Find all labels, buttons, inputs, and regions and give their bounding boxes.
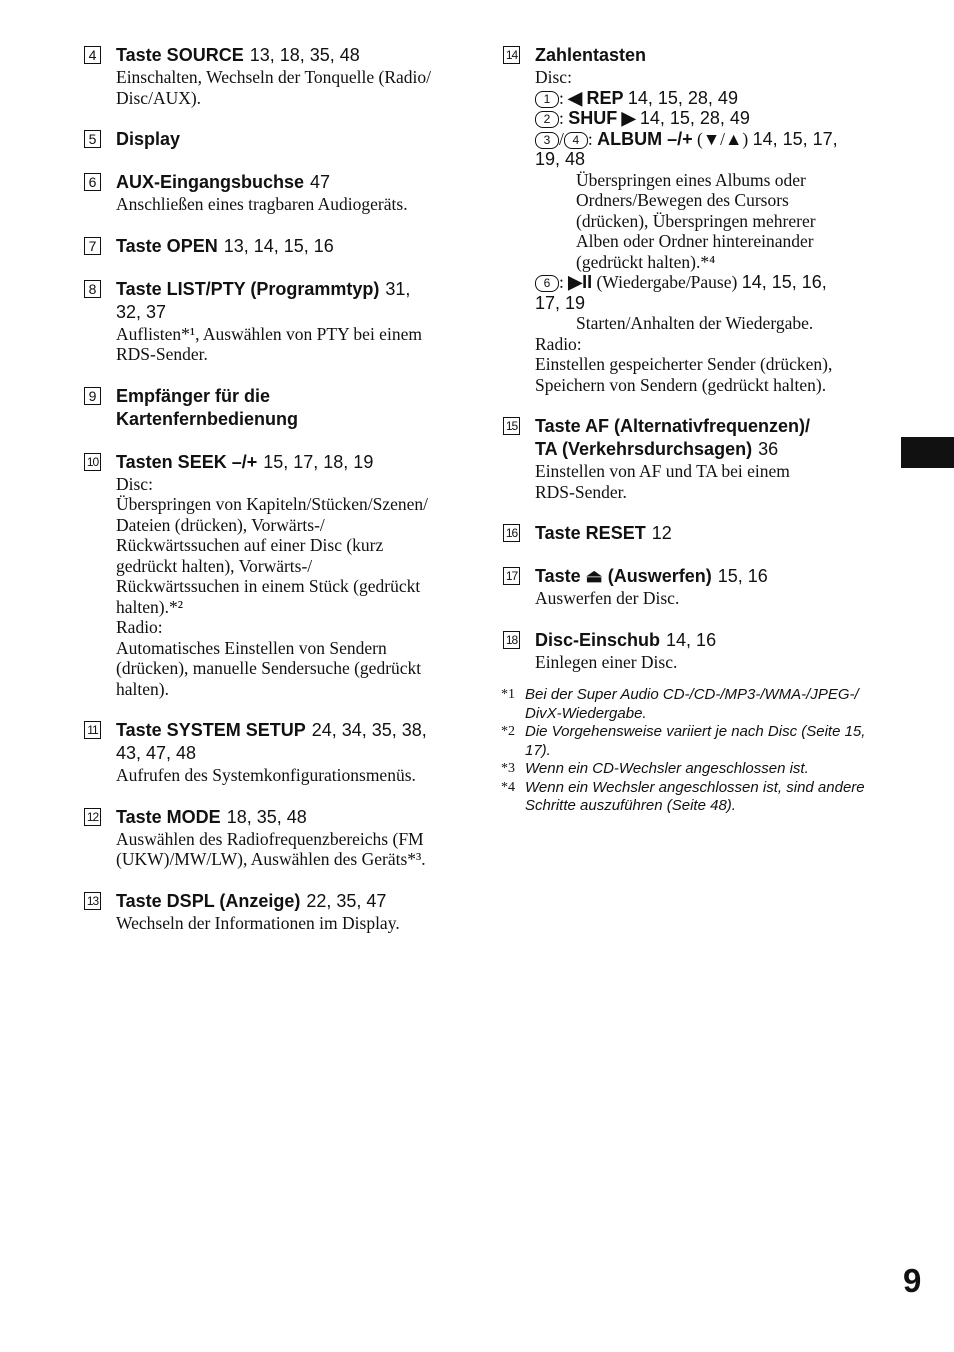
item-heading [116,890,484,913]
key-4-circle: 4 [564,132,588,149]
disc-label: Disc: [535,67,572,87]
down-up-arrows-icon: (▼/▲) [697,128,749,149]
item-heading [116,128,484,151]
album-pages: 14, 15, 17, [752,128,838,149]
item-heading [116,806,484,829]
item-desc-line: Überspringen von Kapiteln/Stücken/Szenen/ [116,494,429,514]
item-12 [84,806,484,870]
album-desc-line: (drücken), Überspringen mehrerer [576,210,816,231]
right-column [503,44,893,816]
item-title: Tasten SEEK –/+ [116,451,258,472]
item-desc-line: Einlegen einer Disc. [535,651,678,672]
key-2-line: 2 : SHUF ▶ 14, 15, 28, 49 [535,108,893,129]
footnote-mark: *2 [501,724,515,739]
item-pages: 36 [758,439,779,459]
item-number-box: 11 [84,721,101,739]
item-heading [116,235,484,258]
item-desc-line: halten).*² [116,596,183,617]
item-heading-continued [535,438,893,461]
item-pages: 14, 16 [666,629,717,650]
item-pages: 22, 35, 47 [306,890,387,911]
shuf-label: SHUF [568,108,618,128]
item-number-box: 8 [84,280,101,298]
item-desc-line: Anschließen eines tragbaren Audiogeräts. [116,194,408,214]
item-title: Taste AF (Alternativfrequenzen)/ [535,416,811,436]
item-pages: 18, 35, 48 [226,806,307,827]
item-title-continued: Kartenfernbedienung [116,408,299,429]
footnote-mark: *4 [501,779,515,795]
radio-label: Radio: [535,333,582,354]
album-desc-line: (gedrückt halten).*⁴ [576,251,716,272]
item-pages: 12 [651,523,672,543]
item-title: Taste DSPL (Anzeige) [116,890,301,911]
item-desc-line: (UKW)/MW/LW), Auswählen des Geräts*³. [116,849,426,869]
album-pages-continued: 19, 48 [535,149,586,169]
item-pages: 47 [310,172,331,192]
key-3-4-line: 3 / 4 : ALBUM –/+ (▼/▲) 14, 15, 17, [535,129,893,150]
item-pages-continued: 43, 47, 48 [116,743,197,763]
item-4 [84,44,484,108]
item-title: Taste OPEN [116,235,218,256]
item-heading [535,522,893,545]
key-1-line: 1 : ◀ REP 14, 15, 28, 49 [535,88,893,109]
item-desc-line: Wechseln der Informationen im Display. [116,912,400,933]
album-desc-line: Ordners/Bewegen des Cursors [576,190,789,210]
shuf-forward-icon: ▶ [621,108,636,128]
item-number-box: 15 [503,417,520,435]
item-10 [84,451,484,700]
footnote [503,686,893,723]
item-title: Taste SOURCE [116,45,244,65]
album-label: ALBUM –/+ [597,128,693,149]
footnote [503,723,893,760]
item-number-box: 7 [84,237,101,255]
item-number-box: 4 [84,46,101,64]
item-heading [116,171,484,194]
rep-pages: 14, 15, 28, 49 [627,87,738,108]
item-5 [84,128,484,151]
album-desc-line: Überspringen eines Albums oder [576,169,806,190]
footnote-line: Schritte auszuführen (Seite 48). [525,797,736,814]
item-number-box: 18 [503,631,520,649]
item-pages: 13, 18, 35, 48 [249,45,360,65]
item-number-box: 13 [84,892,101,910]
key-6-circle: 6 [535,275,559,292]
item-desc-line: Rückwärtssuchen in einem Stück (gedrückt [116,576,421,596]
item-heading [535,415,893,438]
section-tab-marker [901,437,954,468]
footnote-mark: *3 [501,761,515,776]
key-2-circle: 2 [535,111,559,128]
item-pages: 13, 14, 15, 16 [223,235,334,256]
item-desc-line: Dateien (drücken), Vorwärts-/ [116,514,325,535]
shuf-pages: 14, 15, 28, 49 [639,108,750,128]
key-3-circle: 3 [535,132,559,149]
item-pages: 31, [385,278,411,299]
footnote-mark: *1 [501,687,515,702]
item-title-continued: TA (Verkehrsdurchsagen) [535,439,753,459]
item-desc-line: RDS-Sender. [116,344,208,364]
key-1-circle: 1 [535,91,559,108]
item-7 [84,235,484,258]
item-heading-continued [116,408,484,431]
item-number-box: 5 [84,130,101,148]
play-pause-pages: 14, 15, 16, [741,272,827,292]
item-16 [503,522,893,545]
item-title: AUX-Eingangsbuchse [116,172,305,192]
item-desc-line: (drücken), manuelle Sendersuche (gedrückt [116,658,422,678]
item-15 [503,415,893,502]
footnote-line: Bei der Super Audio CD-/CD-/MP3-/WMA-/JPEG-/ [525,686,859,703]
footnote-line: Wenn ein CD-Wechsler angeschlossen ist. [525,760,809,777]
item-desc-line: RDS-Sender. [535,481,627,502]
item-8 [84,278,484,365]
play-pause-desc: Starten/Anhalten der Wiedergabe. [576,313,814,333]
item-title: Taste MODE [116,806,221,827]
footnote-line: 17). [525,741,551,759]
rep-label: REP [586,87,624,108]
item-title: Taste LIST/PTY (Programmtyp) [116,278,380,299]
footnotes [503,686,893,816]
item-title: Disc-Einschub [535,629,661,650]
item-pages-continued: 32, 37 [116,301,167,322]
item-title: Empfänger für die [116,385,271,406]
rep-back-icon: ◀ [568,87,583,108]
item-desc-line: Auflisten*¹, Auswählen von PTY bei einem [116,323,422,344]
left-column [84,44,484,953]
item-title: Zahlentasten [535,45,647,65]
item-heading [535,629,893,652]
item-14 [503,44,893,395]
play-pause-text: (Wiedergabe/Pause) [596,272,738,292]
item-desc-line: Disc: [116,473,153,494]
item-desc-line: Einstellen von AF und TA bei einem [535,461,790,481]
item-number-box: 12 [84,808,101,826]
item-number-box: 16 [503,524,520,542]
item-11 [84,719,484,786]
item-title: Display [116,129,181,149]
item-heading [116,44,484,67]
item-heading [116,451,484,474]
item-desc-line: Disc/AUX). [116,87,202,108]
item-pages: 15, 17, 18, 19 [263,451,374,472]
item-heading [116,719,484,742]
item-number-box: 6 [84,173,101,191]
footnote-line: DivX-Wiedergabe. [525,704,647,722]
radio-desc-line: Speichern von Sendern (gedrückt halten). [535,374,827,395]
item-desc-line: Rückwärtssuchen auf einer Disc (kurz [116,535,384,555]
item-number-box: 17 [503,567,520,585]
item-pages: 15, 16 [717,566,768,586]
item-title: Taste RESET [535,523,646,543]
item-desc-line: Automatisches Einstellen von Sendern [116,637,387,658]
footnote-line: Die Vorgehensweise variiert je nach Disc (Seite 15, [525,723,866,740]
play-pause-pages-continued: 17, 19 [535,292,586,313]
play-pause-icon: ▶II [568,272,593,292]
item-desc-line: Auswerfen der Disc. [535,588,680,608]
album-desc-line: Alben oder Ordner hintereinander [576,231,814,251]
item-desc-line: halten). [116,678,169,699]
item-heading [535,565,893,588]
item-18 [503,629,893,673]
footnote-line: Wenn ein Wechsler angeschlossen ist, sind andere [525,778,865,796]
item-desc-line: gedrückt halten), Vorwärts-/ [116,555,313,576]
item-title: Taste SYSTEM SETUP [116,720,306,740]
item-desc-line: Radio: [116,617,163,637]
item-title: Taste ⏏ (Auswerfen) [535,566,712,586]
item-number-box: 9 [84,387,101,405]
footnote [503,779,893,816]
item-heading [116,278,484,301]
radio-desc-line: Einstellen gespeicherter Sender (drücken), [535,354,833,374]
item-pages: 24, 34, 35, 38, [311,720,427,740]
item-6 [84,171,484,215]
item-17 [503,565,893,609]
key-6-line: 6 : ▶II (Wiedergabe/Pause) 14, 15, 16, [535,272,893,293]
page-number: 9 [903,1262,922,1299]
item-heading [535,44,893,67]
item-13 [84,890,484,934]
item-number-box: 10 [84,453,101,471]
footnote [503,760,893,779]
item-desc-line: Auswählen des Radiofrequenzbereichs (FM [116,828,424,849]
item-desc-line: Aufrufen des Systemkonfigurationsmenüs. [116,765,416,785]
item-desc-line: Einschalten, Wechseln der Tonquelle (Radio/ [116,67,432,87]
item-heading [116,385,484,408]
item-number-box: 14 [503,46,520,64]
item-9 [84,385,484,431]
